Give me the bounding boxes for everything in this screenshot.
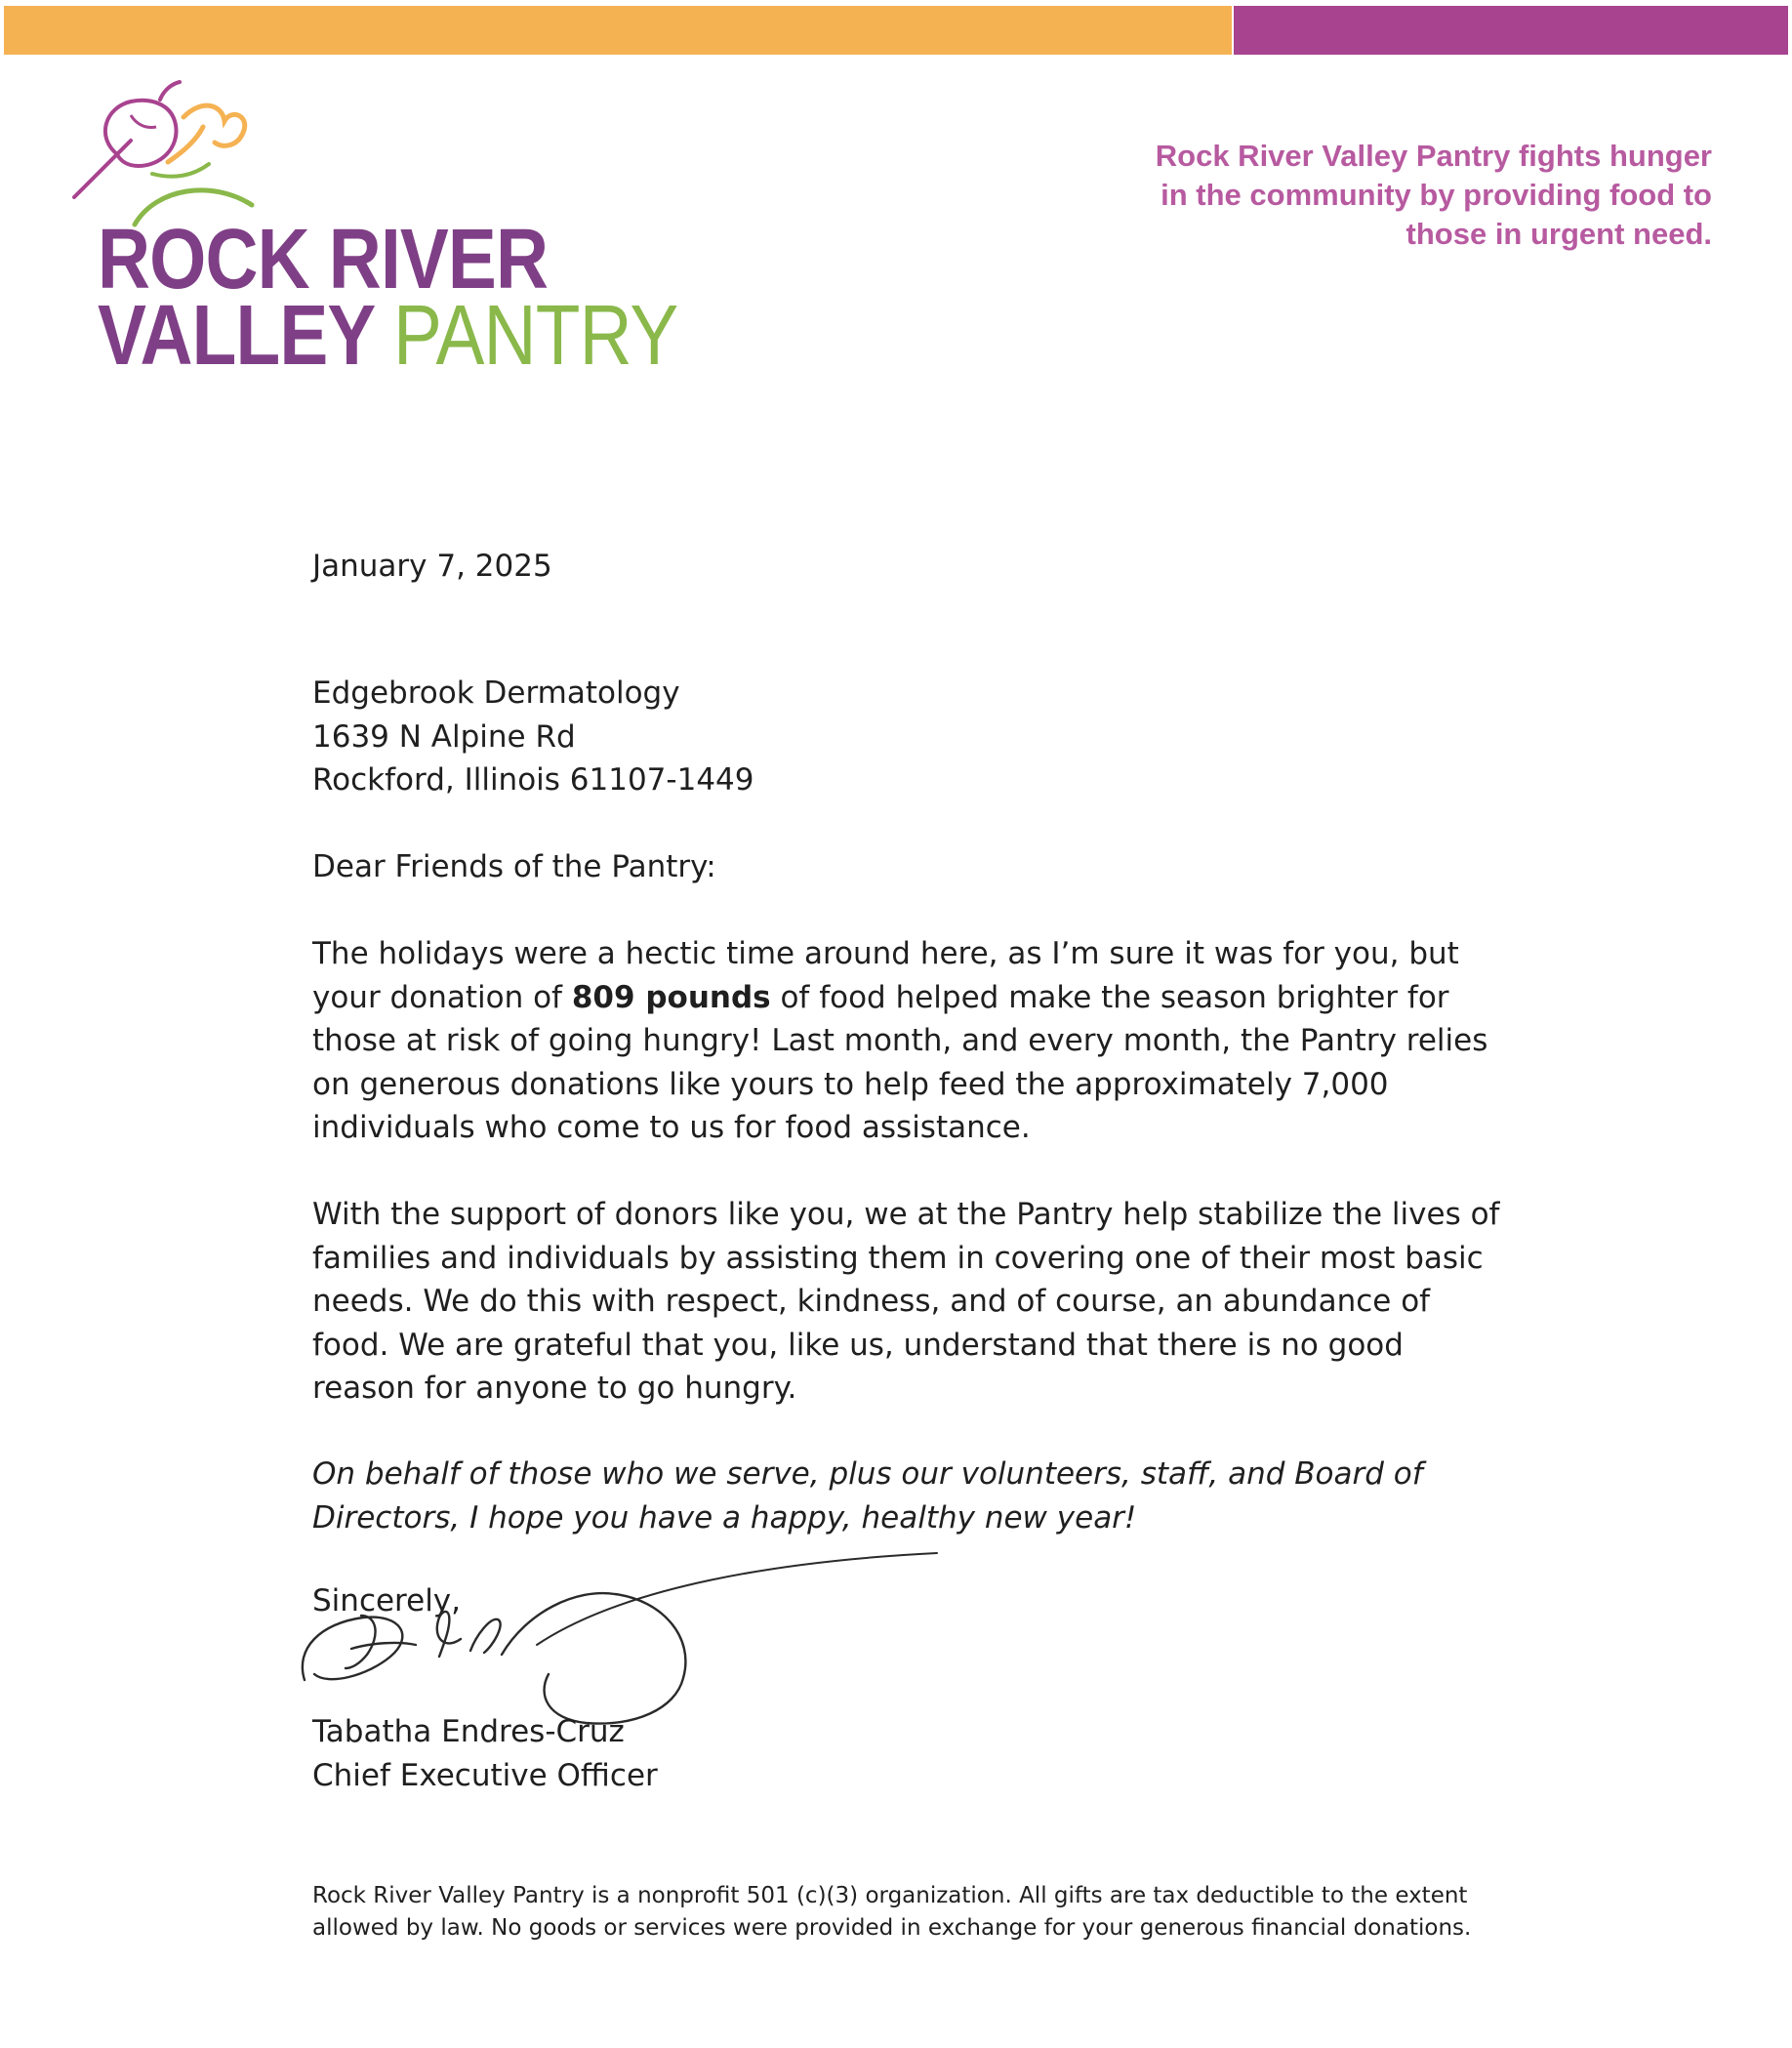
fruit-hand-logo-icon xyxy=(66,78,281,234)
paragraph-text: With the support of donors like you, we at the Pantry help stabilize the lives of families and individuals by assisting them in covering one of their most basic needs. We do this with respect, kindness, and of course, an abundance of food. We are grateful that you, like us, understand that there is no good reason for anyone to go hungry. xyxy=(312,1197,1500,1406)
letter-greeting: Dear Friends of the Pantry: xyxy=(312,849,716,884)
paragraph-text: The holidays were a hectic time around here, as I’m sure it was for you, but your donation of xyxy=(312,936,1459,1015)
header-bar-purple xyxy=(1234,6,1788,55)
footer-line: Rock River Valley Pantry is a nonprofit 501 (c)(3) organization. All gifts are tax deductible to the extent xyxy=(312,1883,1468,1908)
mission-line: those in urgent need. xyxy=(1405,217,1712,251)
sign-off: Sincerely, xyxy=(312,1583,462,1618)
tax-disclaimer-footer xyxy=(312,1880,1562,1945)
logo-text-rock-river: ROCK RIVER xyxy=(98,212,549,307)
body-paragraph-2 xyxy=(312,1193,1513,1411)
signer-name: Tabatha Endres-Cruz xyxy=(312,1714,625,1749)
signer-block xyxy=(312,1710,658,1797)
signer-title: Chief Executive Officer xyxy=(312,1757,658,1793)
logo-text-pantry: PANTRY xyxy=(393,288,678,383)
mission-statement xyxy=(970,137,1712,254)
footer-line: allowed by law. No goods or services were provided in exchange for your generous financial donations. xyxy=(312,1915,1472,1941)
header-bar-orange xyxy=(4,6,1232,55)
recipient-address xyxy=(312,672,753,802)
logo-text-line-2 xyxy=(98,288,678,383)
mission-line: in the community by providing food to xyxy=(1161,178,1712,212)
body-paragraph-1 xyxy=(312,932,1513,1150)
closing-paragraph xyxy=(312,1453,1513,1539)
recipient-street: 1639 N Alpine Rd xyxy=(312,718,576,755)
donation-amount: 809 pounds xyxy=(571,979,771,1015)
letter-date: January 7, 2025 xyxy=(312,549,552,584)
mission-line: Rock River Valley Pantry fights hunger xyxy=(1155,139,1712,173)
paragraph-text: On behalf of those who we serve, plus our volunteers, staff, and Board of Directors, I hope you have a happy, healthy new year! xyxy=(312,1456,1423,1536)
logo-text-valley: VALLEY xyxy=(98,288,375,383)
paragraph-text: of food helped make the season brighter for those at risk of going hungry! Last month, and every month, the Pantry relies on generous donations like yours to help feed the approximately 7,000 individuals who come to us for food assistance. xyxy=(312,979,1488,1145)
recipient-city: Rockford, Illinois 61107-1449 xyxy=(312,762,754,798)
recipient-name: Edgebrook Dermatology xyxy=(312,676,680,711)
